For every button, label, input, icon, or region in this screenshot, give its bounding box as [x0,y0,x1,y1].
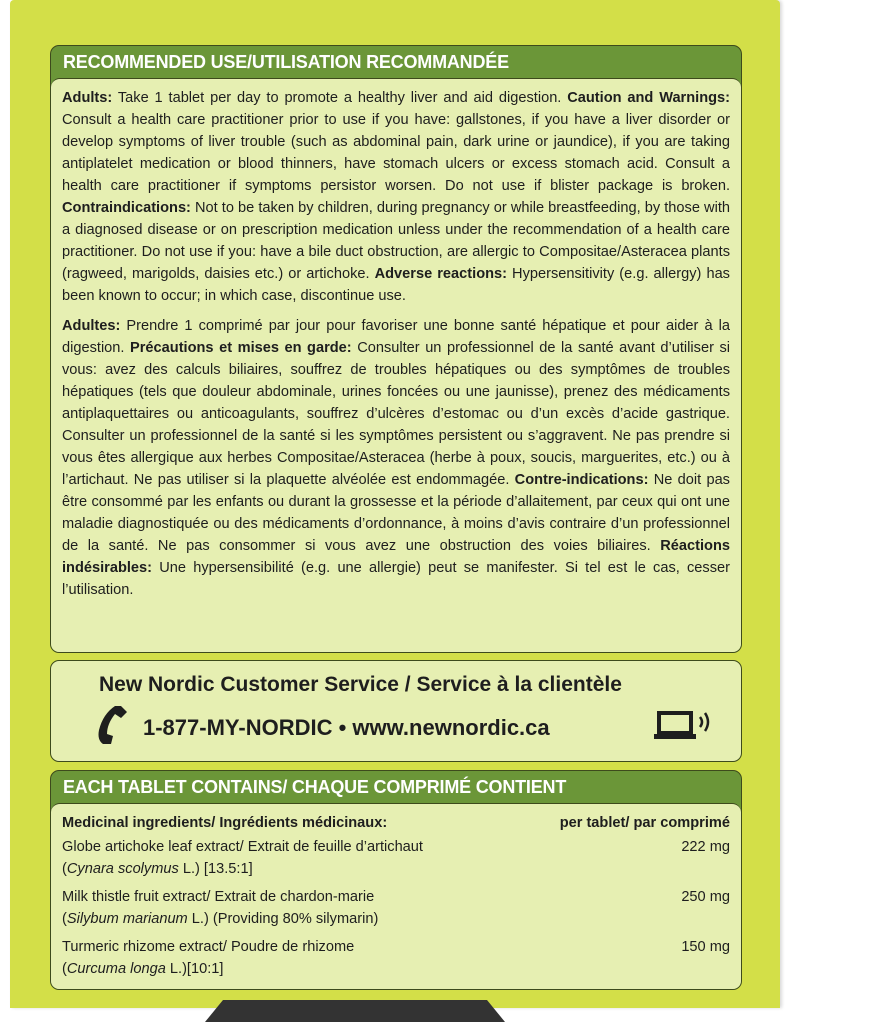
contact-info[interactable]: 1-877-MY-NORDIC • www.newnordic.ca [143,715,550,740]
recommended-use-panel [50,45,742,653]
amount-header: per tablet/ par comprimé [559,815,730,831]
label: Adverse reactions: [374,266,507,282]
package-shadow [205,1000,505,1022]
english-directions [62,87,730,307]
ingredient-row: Milk thistle fruit extract/ Extrait de chardon-marie (Silybum marianum L.) (Providing 80% silymarin) 250 mg [62,886,730,930]
text: Not to be taken by children, during pregnancy or while breastfeeding, by those with a diagnosed disease or on prescription medication unless under the recommendation of a health care practitioner. Do not use if you: have a bile duct obstruction, are allergic to Compositae/Asteracea plants (ragweed, marigolds, daisies etc.) or artichoke. [62,200,730,282]
label: Réactions indésirables: [62,538,730,576]
french-directions [62,315,730,601]
text: Une hypersensibilité (e.g. une allergie) peut se manifester. Si tel est le cas, cesser l’utilisation. [62,560,730,598]
label: Contraindications: [62,200,191,216]
label: Contre-indications: [514,472,649,488]
ingredients-title: EACH TABLET CONTAINS/ CHAQUE COMPRIMÉ CONTIENT [63,777,567,797]
text: Take 1 tablet per day to promote a healthy liver and aid digestion. [112,90,568,106]
ingredient-name: Milk thistle fruit extract/ Extrait de chardon-marie [62,889,375,905]
label: Précautions et mises en garde: [130,340,352,356]
text: Ne doit pas être consommé par les enfants ou durant la grossesse et la période d’allaitement, par ceux qui ont une maladie diagnostiquée ou des médicaments d’ordonnance, à moins d’avis contraire d’un professionnel de la santé. Ne pas consommer si vous avez une obstruction des voies biliaires. [62,472,730,554]
ingredient-row: Turmeric rhizome extract/ Poudre de rhizome (Curcuma longa L.)[10:1] 150 mg [62,936,730,980]
ingredient-detail: L.) [13.5:1] [178,861,253,877]
latin-name: Curcuma longa [66,961,166,977]
ingredient-detail: L.)[10:1] [165,961,224,977]
recommended-use-title: RECOMMENDED USE/UTILISATION RECOMMANDÉE [63,52,509,72]
text: Prendre 1 comprimé par jour pour favoriser une bonne santé hépatique et pour aider à la digestion. [62,318,730,356]
ingredient-amount: 222 mg [681,839,730,855]
text: Consulter un professionnel de la santé avant d’utiliser si vous: avez des calculs biliaires, souffrez de troubles hépatiques ou des symptômes de troubles hépatiques (tels que douleur abdominale, urines foncées ou une jaunisse), prenez des médicaments antiplaquettaires ou anticoagulants, souffrez d’ulcères d’estomac ou d’un excès d’acide gastrique. Consulter un professionnel de la santé si les symptômes persistent ou s’aggravent. Ne pas prendre si vous êtes allergique aux herbes Compositae/Asteracea (herbe à poux, soucis, marguerites, etc.) ou à l’artichaut. Ne pas utiliser si la plaquette alvéolée est endommagée. [62,340,731,488]
ingredients-header: Medicinal ingredients/ Ingrédients médicinaux: [62,815,388,831]
phone-icon [95,704,129,746]
ingredients-panel [50,770,742,990]
ingredient-amount: 250 mg [681,889,730,905]
text: Consult a health care practitioner prior to use if you have: gallstones, if you have a liver disorder or develop symptoms of liver trouble (such as abdominal pain, dark urine or jaundice), if you are taking antiplatelet medication or blood thinners, have stomach ulcers or excess stomach acid. Consult a health care practitioner if symptoms persistor worsen. Do not use if blister package is broken. [62,112,730,194]
label: Adults: [62,90,113,106]
label: Adultes: [62,318,121,334]
ingredient-name: Turmeric rhizome extract/ Poudre de rhizome [62,939,355,955]
latin-name: Silybum marianum [66,911,188,927]
customer-service-panel [50,660,742,762]
text: Hypersensitivity (e.g. allergy) has been known to occur; in which case, discontinue use. [62,266,730,304]
ingredient-amount: 150 mg [681,939,730,955]
ingredient-name: Globe artichoke leaf extract/ Extrait de feuille d’artichaut [62,839,423,855]
ingredient-row: Globe artichoke leaf extract/ Extrait de feuille d’artichaut (Cynara scolymus L.) [13.5:1] 222 mg [62,836,730,880]
laptop-icon [653,709,713,743]
ingredient-detail: L.) (Providing 80% silymarin) [187,911,379,927]
customer-service-title: New Nordic Customer Service / Service à la clientèle [99,673,622,696]
latin-name: Cynara scolymus [66,861,179,877]
label: Caution and Warnings: [567,90,731,106]
